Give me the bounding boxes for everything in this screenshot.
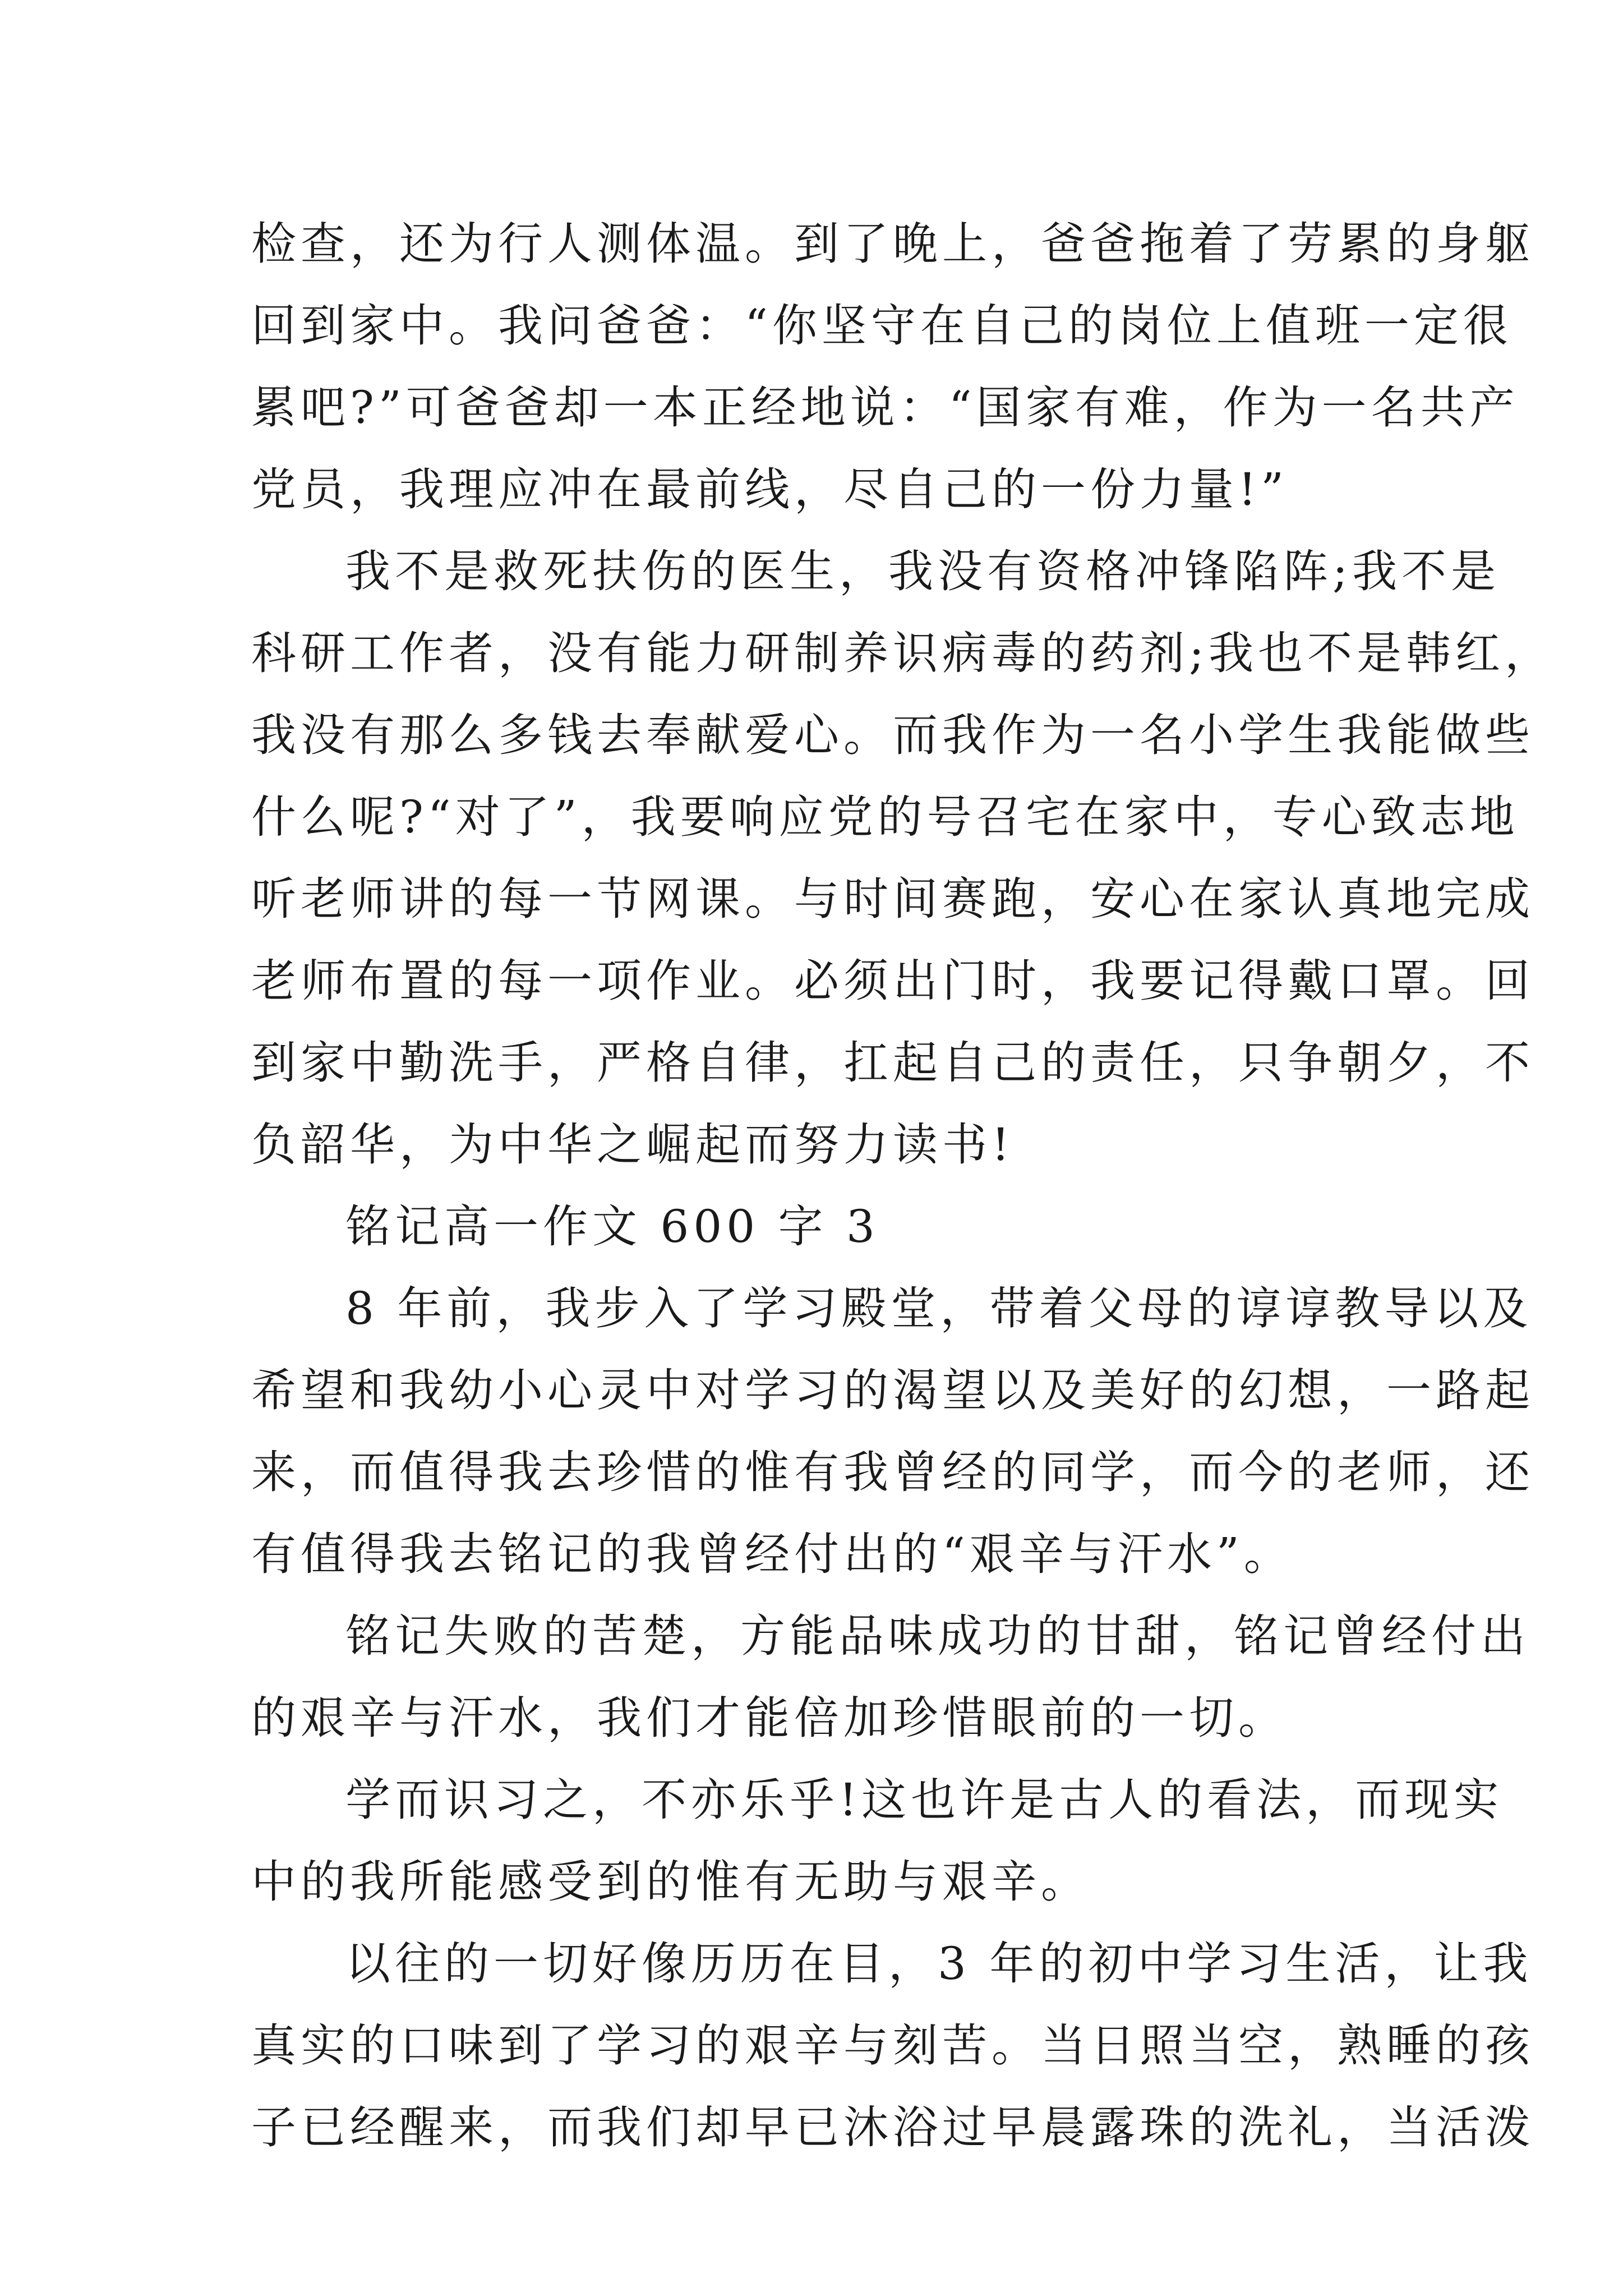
text-line: 到家中勤洗手，严格自律，扛起自己的责任，只争朝夕，不: [251, 1037, 1534, 1089]
text-line: 听老师讲的每一节网课。与时间赛跑，安心在家认真地完成: [251, 873, 1534, 925]
paragraph-first-line: 我不是救死扶伤的医生，我没有资格冲锋陷阵;我不是: [345, 545, 1500, 597]
section-heading: 铭记高一作文 600 字 3: [345, 1200, 879, 1253]
body-text: [251, 203, 1554, 2169]
paragraph-first-line: 学而识习之，不亦乐乎!这也许是古人的看法，而现实: [345, 1774, 1504, 1826]
paragraph-first-line: 铭记失败的苦楚，方能品味成功的甘甜，铭记曾经付出: [345, 1610, 1530, 1662]
text-line: 希望和我幼小心灵中对学习的渴望以及美好的幻想，一路起: [251, 1364, 1534, 1416]
text-line: 什么呢?“对了”，我要响应党的号召宅在家中，专心致志地: [251, 791, 1519, 843]
text-line: 我没有那么多钱去奉献爱心。而我作为一名小学生我能做些: [251, 709, 1534, 761]
text-line: 回到家中。我问爸爸：“你坚守在自己的岗位上值班一定很: [251, 300, 1513, 352]
paragraph-first-line: 8 年前，我步入了学习殿堂，带着父母的谆谆教导以及: [345, 1282, 1533, 1335]
text-line: 负韶华，为中华之崛起而努力读书!: [251, 1119, 1015, 1171]
text-line: 真实的口味到了学习的艰辛与刻苦。当日照当空，熟睡的孩: [251, 2019, 1534, 2072]
text-line: 科研工作者，没有能力研制养识病毒的药剂;我也不是韩红，: [251, 627, 1554, 679]
text-line: 中的我所能感受到的惟有无助与艰辛。: [251, 1856, 1090, 1908]
text-line: 有值得我去铭记的我曾经付出的“艰辛与汗水”。: [251, 1528, 1293, 1580]
text-line: 的艰辛与汗水，我们才能倍加珍惜眼前的一切。: [251, 1692, 1288, 1744]
text-line: 来，而值得我去珍惜的惟有我曾经的同学，而今的老师，还: [251, 1446, 1534, 1498]
text-line: 老师布置的每一项作业。必须出门时，我要记得戴口罩。回: [251, 955, 1534, 1007]
text-line: 累吧?”可爸爸却一本正经地说：“国家有难，作为一名共产: [251, 381, 1519, 434]
paragraph-first-line: 以往的一切好像历历在目，3 年的初中学习生活，让我: [345, 1938, 1533, 1990]
text-line: 党员，我理应冲在最前线，尽自己的一份力量!”: [251, 463, 1289, 516]
text-line: 子已经醒来，而我们却早已沐浴过早晨露珠的洗礼，当活泼: [251, 2101, 1534, 2154]
text-line: 检查，还为行人测体温。到了晚上，爸爸拖着了劳累的身躯: [251, 218, 1534, 270]
